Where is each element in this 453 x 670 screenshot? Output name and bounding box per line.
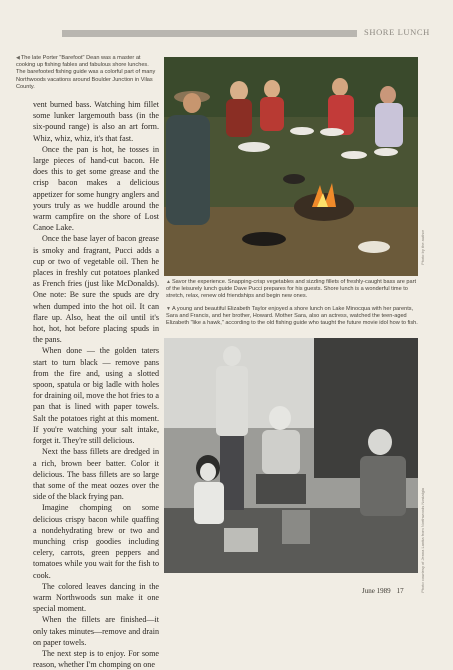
bottom-photo-credit: Photo courtesy of Jenna Lantta from Northwoods Nostalgia (420, 488, 425, 593)
caption-arrow-icon: ▼ (166, 306, 171, 312)
shore-lunch-photo-image (164, 57, 418, 276)
elizabeth-taylor-photo-image (164, 338, 418, 573)
bottom-photo-caption-text: A young and beautiful Elizabeth Taylor enjoyed a shore lunch on Lake Minocqua with her parents, Sara and Francis, and her brother, Howard. Mother Sara, also an actress, watched the teen-aged Elizabeth "like a hawk," according to the old fishing guide who taught the future movie idol how to fish. (166, 306, 418, 327)
body-paragraph: Once the base layer of bacon grease is smoky and fragrant, Pucci adds a cup or two of vegetable oil. Then he places in freshly cut potatoes planked as French fries (just like McDonalds). One note: Be sure the spuds are dry when dumped into the hot oil. It can flare up. Also, heat the oil until it's hot, hot, hot before placing spuds in the pans. (33, 234, 159, 345)
top-left-caption (16, 55, 158, 91)
issue-date: June 1989 (362, 587, 391, 595)
elizabeth-taylor-photo (164, 338, 418, 573)
caption-arrow-icon: ◀ (16, 55, 20, 61)
top-photo-caption-text: Savor the experience. Snapping-crisp vegetables and sizzling fillets of freshly-caught bass are part of the leisurely lunch guide Dave Pucci prepares for his guests. Shore lunch is a wonderful time to stretch, relax, renew old friendships and begin new ones. (166, 279, 417, 300)
page-number: 17 (396, 587, 404, 595)
body-paragraph: vent burned bass. Watching him fillet some lunker largemouth bass (in the six-pound range) is also an art form. Whiz, whiz, whiz, it's that fast. (33, 100, 159, 143)
body-paragraph: Imagine chomping on some delicious crispy bacon while quaffing a nondehydrating brew or two and munching crisp goodies including celery, carrots, green peppers and tomatoes while you wait for the fish to cook. (33, 503, 159, 580)
caption-arrow-icon: ▲ (166, 279, 171, 285)
top-photo-credit: Photo by the author (420, 230, 425, 265)
header-rule (62, 30, 357, 37)
shore-lunch-photo (164, 57, 418, 276)
body-paragraph: When done — the golden taters start to turn black — remove pans from the fire and, using a slotted spoon, spatula or big ladle with holes for draining oil, move the hot fries to a pan that is lined with paper towels. Salt the potatoes right at this moment. If you're watching your salt intake, forget it. They're still delicious. (33, 346, 159, 446)
bottom-photo-caption (166, 306, 418, 328)
section-title: SHORE LUNCH (364, 27, 430, 37)
article-body (33, 99, 159, 670)
body-paragraph: Once the pan is hot, he tosses in large pieces of hand-cut bacon. He does this to get some grease and the crisp bacon makes a delicious appetizer for some hungry anglers and yours truly as we huddle around the warm campfire on the shore of Lost Canoe Lake. (33, 144, 159, 233)
body-paragraph: The next step is to enjoy. For some reason, whether I'm chomping on one (33, 648, 159, 670)
page-footer (362, 587, 404, 595)
body-paragraph: The colored leaves dancing in the warm Northwoods sun make it one special moment. (33, 581, 159, 614)
body-paragraph: When the fillets are finished—it only takes minutes—remove and drain on paper towels. (33, 615, 159, 647)
top-photo-caption (166, 279, 418, 301)
top-left-caption-text: The late Porter "Barefoot" Dean was a master at cooking up fishing fables and fabulous shore lunches. The barefooted fishing guide was a colorful part of many Northwoods vacations around Boulder Junction in Vilas County. (16, 55, 156, 90)
body-paragraph: Next the bass fillets are dredged in a rich, brown beer batter. Color it delicious. The bass fillets are so large that some of the meat oozes over the side of the black frying pan. (33, 447, 159, 502)
